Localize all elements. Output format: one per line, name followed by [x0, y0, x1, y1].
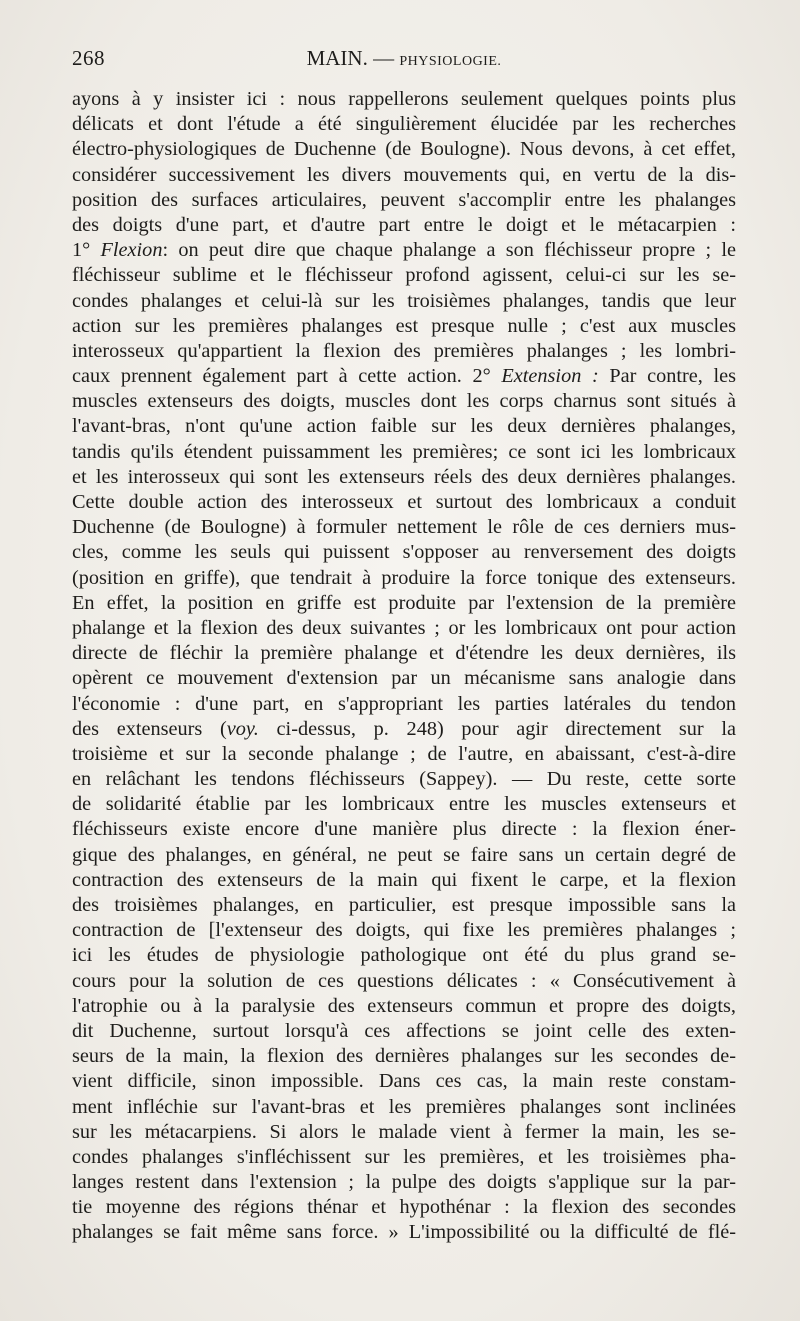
text-line: ici les études de physiologie pathologique ont été du plus grand se- [72, 944, 736, 967]
text-line: phalanges se fait même sans force. » L'impossibilité ou la difficulté de flé- [72, 1221, 736, 1244]
text-line: ayons à y insister ici : nous rappellerons seulement quelques points plus [72, 88, 736, 110]
text-line: directe de fléchir la première phalange et d'étendre les deux dernières, ils [72, 642, 736, 665]
title-separator: — [373, 46, 395, 70]
text-line: tandis qu'ils étendent puissamment les premières; ce sont ici les lombricaux [72, 440, 736, 463]
text-line: contraction des extenseurs de la main qui fixent le carpe, et la flexion [72, 868, 736, 891]
text-line: position des surfaces articulaires, peuvent s'accomplir entre les phalanges [72, 188, 736, 211]
text-line: seurs de la main, la flexion des dernières phalanges sur les secondes de- [72, 1045, 736, 1068]
text-line: troisième et sur la seconde phalange ; de l'autre, en abaissant, c'est-à-dire [72, 742, 736, 765]
text-line: phalange et la flexion des deux suivantes ; or les lombricaux ont pour action [72, 616, 736, 639]
text-line: et les interosseux qui sont les extenseurs réels des deux dernières phalanges. [72, 465, 736, 488]
text-line: condes phalanges s'infléchissent sur les premières, et les troisièmes pha- [72, 1145, 736, 1168]
text-line: En effet, la position en griffe est produite par l'extension de la première [72, 591, 736, 614]
text-line: sur les métacarpiens. Si alors le malade vient à fermer la main, les se- [72, 1120, 736, 1143]
text-line: tie moyenne des régions thénar et hypothénar : la flexion des secondes [72, 1196, 736, 1219]
text-line: en relâchant les tendons fléchisseurs (Sappey). — Du reste, cette sorte [72, 768, 736, 791]
text-line: (position en griffe), que tendrait à produire la force tonique des extenseurs. [72, 566, 736, 589]
running-title: MAIN. [306, 46, 368, 70]
text-line: dit Duchenne, surtout lorsqu'à ces affections se joint celle des exten- [72, 1019, 736, 1042]
text-line: langes restent dans l'extension ; la pulpe des doigts s'applique sur la par- [72, 1171, 736, 1194]
text-line: des doigts d'une part, et d'autre part entre le doigt et le métacarpien : [72, 213, 736, 236]
text-line: cles, comme les seuls qui puissent s'opposer au renversement des doigts [72, 541, 736, 564]
text-line: électro-physiologiques de Duchenne (de Boulogne). Nous devons, à cet effet, [72, 138, 736, 161]
page-header [72, 46, 736, 76]
text-line: contraction de [l'extenseur des doigts, qui fixe les premières phalanges ; [72, 919, 736, 942]
text-line: l'atrophie ou à la paralysie des extenseurs commun et propre des doigts, [72, 994, 736, 1017]
text-line: de solidarité établie par les lombricaux entre les muscles extenseurs et [72, 793, 736, 816]
text-line: action sur les premières phalanges est presque nulle ; c'est aux muscles [72, 314, 736, 337]
text-line: Cette double action des interosseux et surtout des lombricaux a conduit [72, 491, 736, 513]
text-line: muscles extenseurs des doigts, muscles dont les corps charnus sont situés à [72, 390, 736, 413]
text-line: 1° Flexion: on peut dire que chaque phalange a son fléchisseur propre ; le [72, 239, 736, 262]
page-number: 268 [72, 46, 105, 70]
text-line: l'avant-bras, n'ont qu'une action faible sur les deux dernières phalanges, [72, 415, 736, 438]
text-line: ment infléchie sur l'avant-bras et les premières phalanges sont inclinées [72, 1095, 736, 1118]
text-line: des extenseurs (voy. ci-dessus, p. 248) pour agir directement sur la [72, 717, 736, 740]
text-line: opèrent ce mouvement d'extension par un mécanisme sans analogie dans [72, 667, 736, 690]
body-text [72, 87, 736, 1246]
running-head [72, 46, 736, 71]
text-line: délicats et dont l'étude a été singulièrement élucidée par les recherches [72, 113, 736, 136]
text-line: gique des phalanges, en général, ne peut se faire sans un certain degré de [72, 843, 736, 866]
text-line: fléchisseur sublime et le fléchisseur profond agissent, celui-ci sur les se- [72, 264, 736, 287]
text-line: cours pour la solution de ces questions délicates : « Consécutivement à [72, 969, 736, 992]
running-section: PHYSIOLOGIE. [399, 54, 502, 69]
text-line: vient difficile, sinon impossible. Dans ces cas, la main reste constam- [72, 1070, 736, 1093]
text-line: Duchenne (de Boulogne) à formuler nettement le rôle de ces derniers mus- [72, 516, 736, 539]
text-line: l'économie : d'une part, en s'appropriant les parties latérales du tendon [72, 692, 736, 715]
text-line: des troisièmes phalanges, en particulier, est presque impossible sans la [72, 894, 736, 916]
text-line: considérer successivement les divers mouvements qui, en vertu de la dis- [72, 163, 736, 186]
text-line: condes phalanges et celui-là sur les troisièmes phalanges, tandis que leur [72, 289, 736, 312]
text-line: caux prennent également part à cette action. 2° Extension : Par contre, les [72, 365, 736, 388]
text-line: interosseux qu'appartient la flexion des premières phalanges ; les lombri- [72, 339, 736, 362]
text-line: fléchisseurs existe encore d'une manière plus directe : la flexion éner- [72, 818, 736, 841]
